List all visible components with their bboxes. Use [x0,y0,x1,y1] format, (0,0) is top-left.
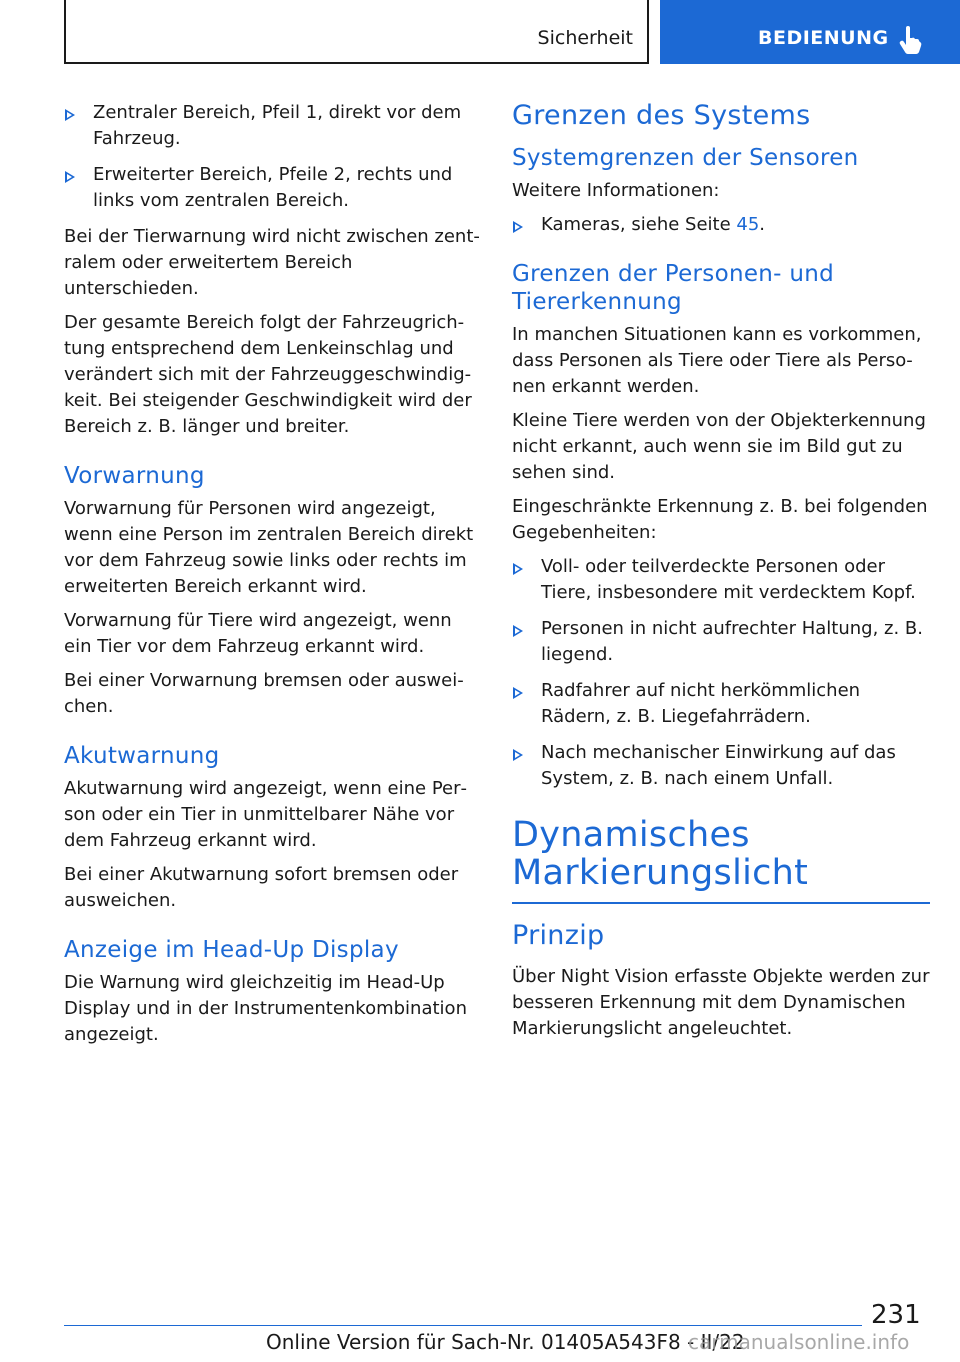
paragraph: Weitere Informationen: [512,180,720,201]
paragraph: Vorwarnung für Tiere wird angezeigt, wenn ein Tier vor dem Fahrzeug erkannt wird. [64,610,452,657]
bullet-triangle-icon [513,749,523,761]
heading-grenzen-des-systems: Grenzen des Systems [512,100,811,131]
list-item-text: Voll- oder teilverdeckte Personen oder Tiere, insbesondere mit verdecktem Kopf. [541,556,916,603]
chapter-tab[interactable] [660,0,960,64]
bullet-triangle-icon [513,625,523,637]
paragraph: Die Warnung wird gleichzeitig im Head-Up Display und in der Instrumentenkombination angezeigt. [64,972,467,1045]
bullet-triangle-icon [513,687,523,699]
heading-dynamisches-markierungslicht [512,816,930,904]
header-section-box [64,0,649,64]
paragraph: Bei der Tierwarnung wird nicht zwischen zentralem oder erweitertem Bereich unterschieden. [64,226,480,299]
watermark: carmanualsonline.info [688,1330,910,1354]
heading-personen-tiererkennung: Grenzen der Personen- und Tiererkennung [512,261,835,315]
paragraph: Kleine Tiere werden von der Objekterkennung nicht erkannt, auch wenn sie im Bild gut zu sehen sind. [512,410,926,483]
page-link[interactable]: 45 [736,214,760,235]
heading-head-up-display: Anzeige im Head-Up Display [64,937,399,963]
list-item-text-end: . [759,214,766,235]
bullet-triangle-icon [65,109,75,121]
paragraph: Akutwarnung wird angezeigt, wenn eine Person oder ein Tier in unmittelbarer Nähe vor dem Fahrzeug erkannt wird. [64,778,468,851]
paragraph: Bei einer Akutwarnung sofort bremsen oder ausweichen. [64,864,459,911]
section-title: Sicherheit [537,27,633,49]
list-item-text: Zentraler Bereich, Pfeil 1, direkt vor dem Fahrzeug. [93,102,462,149]
paragraph: Vorwarnung für Personen wird angezeigt, wenn eine Person im zentralen Bereich direkt vor dem Fahrzeug sowie links oder rechts im erweiterten Bereich erkannt wird. [64,498,474,597]
paragraph: Bei einer Vorwarnung bremsen oder ausweichen. [64,670,464,717]
list-item [512,616,930,668]
paragraph: Eingeschränkte Erkennung z. B. bei folgenden Gegebenheiten: [512,496,928,543]
heading-systemgrenzen-sensoren: Systemgrenzen der Sensoren [512,145,859,171]
list-item-text: Kameras, siehe Seite [541,214,737,235]
page-number: 231 [871,1300,921,1330]
left-column [64,100,482,1056]
paragraph: In manchen Situationen kann es vorkommen, dass Personen als Tiere oder Tiere als Personen erkannt werden. [512,324,922,397]
list-item-text: Radfahrer auf nicht herkömmlichen Rädern, z. B. Liegefahrrädern. [541,680,861,727]
paragraph: Der gesamte Bereich folgt der Fahrzeugrichtung entsprechend dem Lenkeinschlag und verändert sich mit der Fahrzeuggeschwindigkeit. Bei steigender Geschwindigkeit wird der Bereich z. B. länger und breiter. [64,312,472,437]
list-item [64,162,482,214]
paragraph: Über Night Vision erfasste Objekte werden zur besseren Erkennung mit dem Dynamischen Markierungslicht angeleuchtet. [512,966,930,1039]
list-item [64,100,482,152]
chapter-title: BEDIENUNG [758,27,889,49]
list-item-text: Personen in nicht aufrechter Haltung, z. B. liegend. [541,618,923,665]
heading-line: Dynamisches [512,815,750,855]
heading-line: Markierungslicht [512,853,809,893]
heading-vorwarnung: Vorwarnung [64,463,205,489]
heading-prinzip: Prinzip [512,920,605,951]
list-item-text: Nach mechanischer Einwirkung auf das System, z. B. nach einem Unfall. [541,742,896,789]
list-item [512,740,930,792]
pointing-hand-icon [898,26,922,54]
list-item [512,554,930,606]
right-column [512,100,930,1050]
footer-divider [64,1325,862,1326]
bullet-triangle-icon [65,171,75,183]
footer-text: Online Version für Sach-Nr. 01405A543F8 - II/22 [266,1330,745,1354]
heading-akutwarnung: Akutwarnung [64,743,220,769]
list-item [512,212,930,238]
list-item [512,678,930,730]
bullet-triangle-icon [513,563,523,575]
list-item-text: Erweiterter Bereich, Pfeile 2, rechts und links vom zentralen Bereich. [93,164,453,211]
bullet-triangle-icon [513,221,523,233]
